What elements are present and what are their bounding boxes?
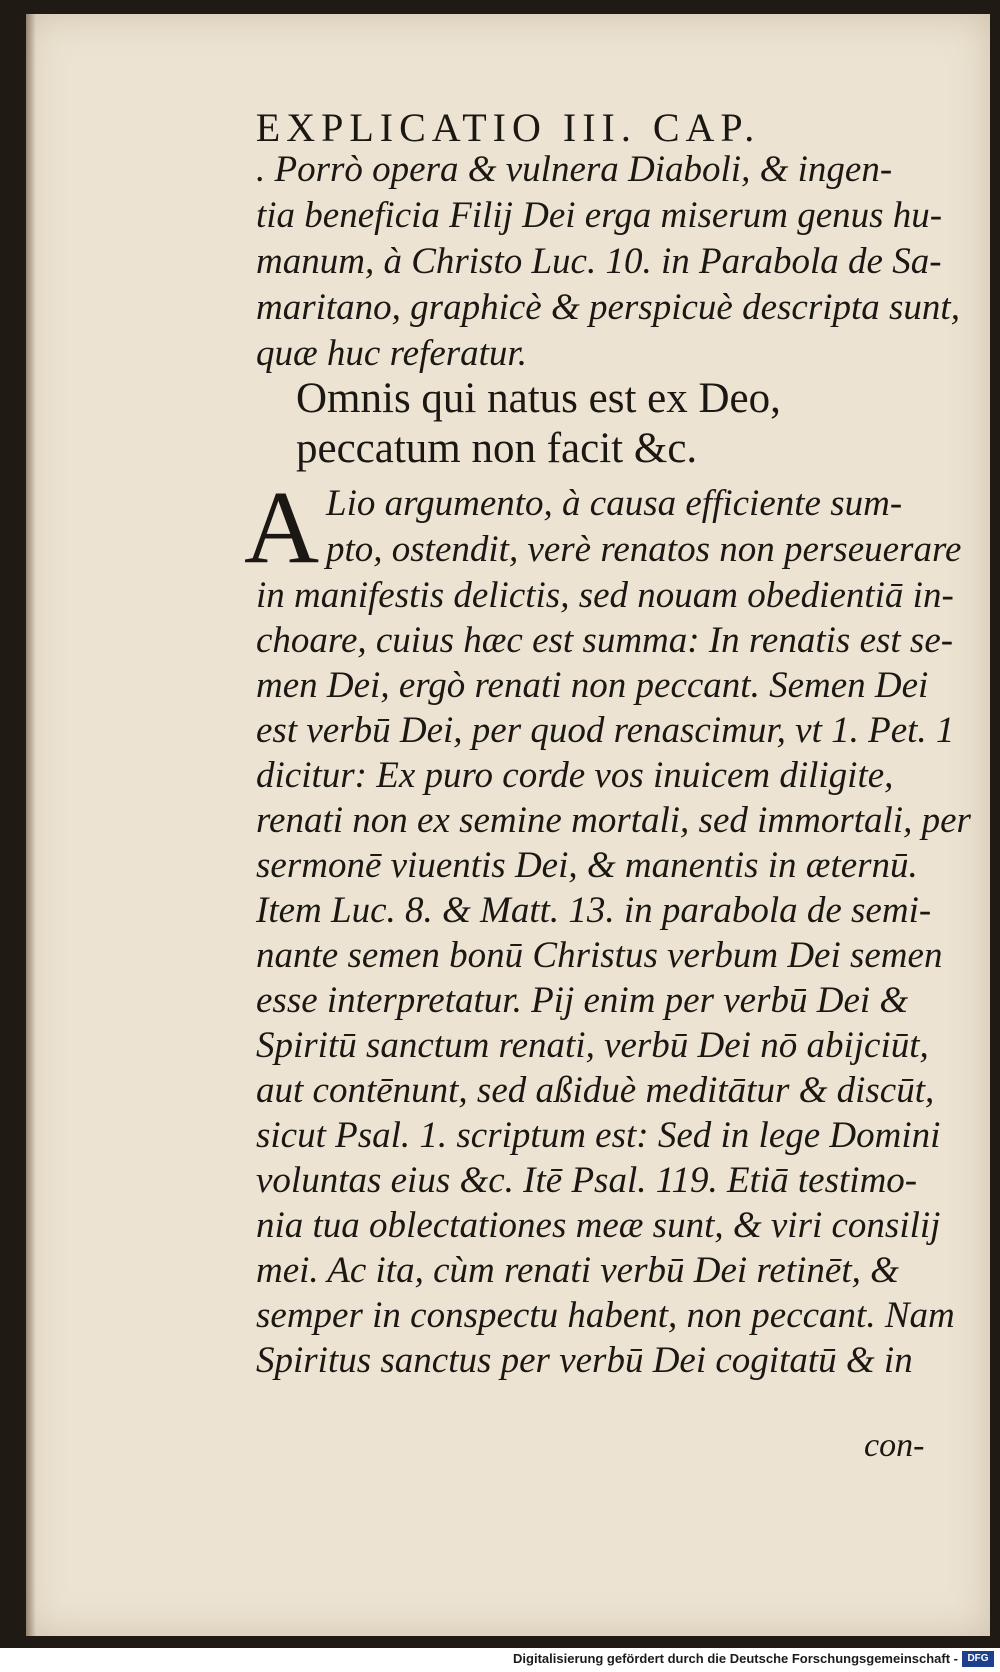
running-header: EXPLICATIO III. CAP. — [255, 105, 761, 150]
text-line: manum, à Christo Luc. 10. in Parabola de Sa- — [256, 241, 942, 282]
catchword: con- — [864, 1427, 925, 1464]
text-line: sermonē viuentis Dei, & manentis in æternū. — [256, 845, 918, 886]
funding-credit: Digitalisierung gefördert durch die Deutsche Forschungsgemeinschaft - — [513, 1651, 958, 1666]
text-line: choare, cuius hæc est summa: In renatis est se- — [256, 620, 954, 661]
text-line: tia beneficia Filij Dei erga miserum genus hu- — [256, 195, 943, 236]
text-line: Spiritus sanctus per verbū Dei cogitatū & in — [256, 1340, 913, 1381]
text-line: aut contēnunt, sed aßiduè meditātur & discūt, — [256, 1070, 935, 1111]
book-page — [26, 14, 990, 1636]
text-line: semper in conspectu habent, non peccant. Nam — [256, 1295, 955, 1336]
text-line: pto, ostendit, verè renatos non perseuerare — [326, 529, 962, 570]
footer-bar — [0, 1648, 1000, 1672]
text-line: maritano, graphicè & perspicuè descripta sunt, — [256, 287, 960, 328]
text-line: Spiritū sanctum renati, verbū Dei nō abijciūt, — [256, 1025, 929, 1066]
text-line: dicitur: Ex puro corde vos inuicem diligite, — [256, 755, 894, 796]
gutter-shadow — [26, 14, 36, 1636]
text-line: voluntas eius &c. Itē Psal. 119. Etiā testimo- — [256, 1160, 918, 1201]
text-line: Lio argumento, à causa efficiente sum- — [326, 483, 903, 524]
drop-capital: A — [244, 470, 320, 585]
heading-line: peccatum non facit &c. — [296, 425, 698, 472]
text-line: renati non ex semine mortali, sed immortali, per — [256, 800, 971, 841]
text-line: nante semen bonū Christus verbum Dei semen — [256, 935, 943, 976]
text-line: quæ huc referatur. — [256, 333, 527, 374]
text-line: sicut Psal. 1. scriptum est: Sed in lege Domini — [256, 1115, 941, 1156]
text-line: esse interpretatur. Pij enim per verbū Dei & — [256, 980, 909, 1021]
text-line: nia tua oblectationes meæ sunt, & viri consilij — [256, 1205, 941, 1246]
text-line: men Dei, ergò renati non peccant. Semen Dei — [256, 665, 929, 706]
text-line: mei. Ac ita, cùm renati verbū Dei retinēt, & — [256, 1250, 899, 1291]
heading-line: Omnis qui natus est ex Deo, — [296, 375, 781, 422]
text-line: . Porrò opera & vulnera Diaboli, & ingen- — [256, 149, 893, 190]
text-line: Item Luc. 8. & Matt. 13. in parabola de semi- — [256, 890, 932, 931]
text-line: est verbū Dei, per quod renascimur, vt 1. Pet. 1 — [256, 710, 955, 751]
text-line: in manifestis delictis, sed nouam obedientiā in- — [256, 575, 954, 616]
dfg-logo-icon: DFG — [962, 1651, 994, 1667]
